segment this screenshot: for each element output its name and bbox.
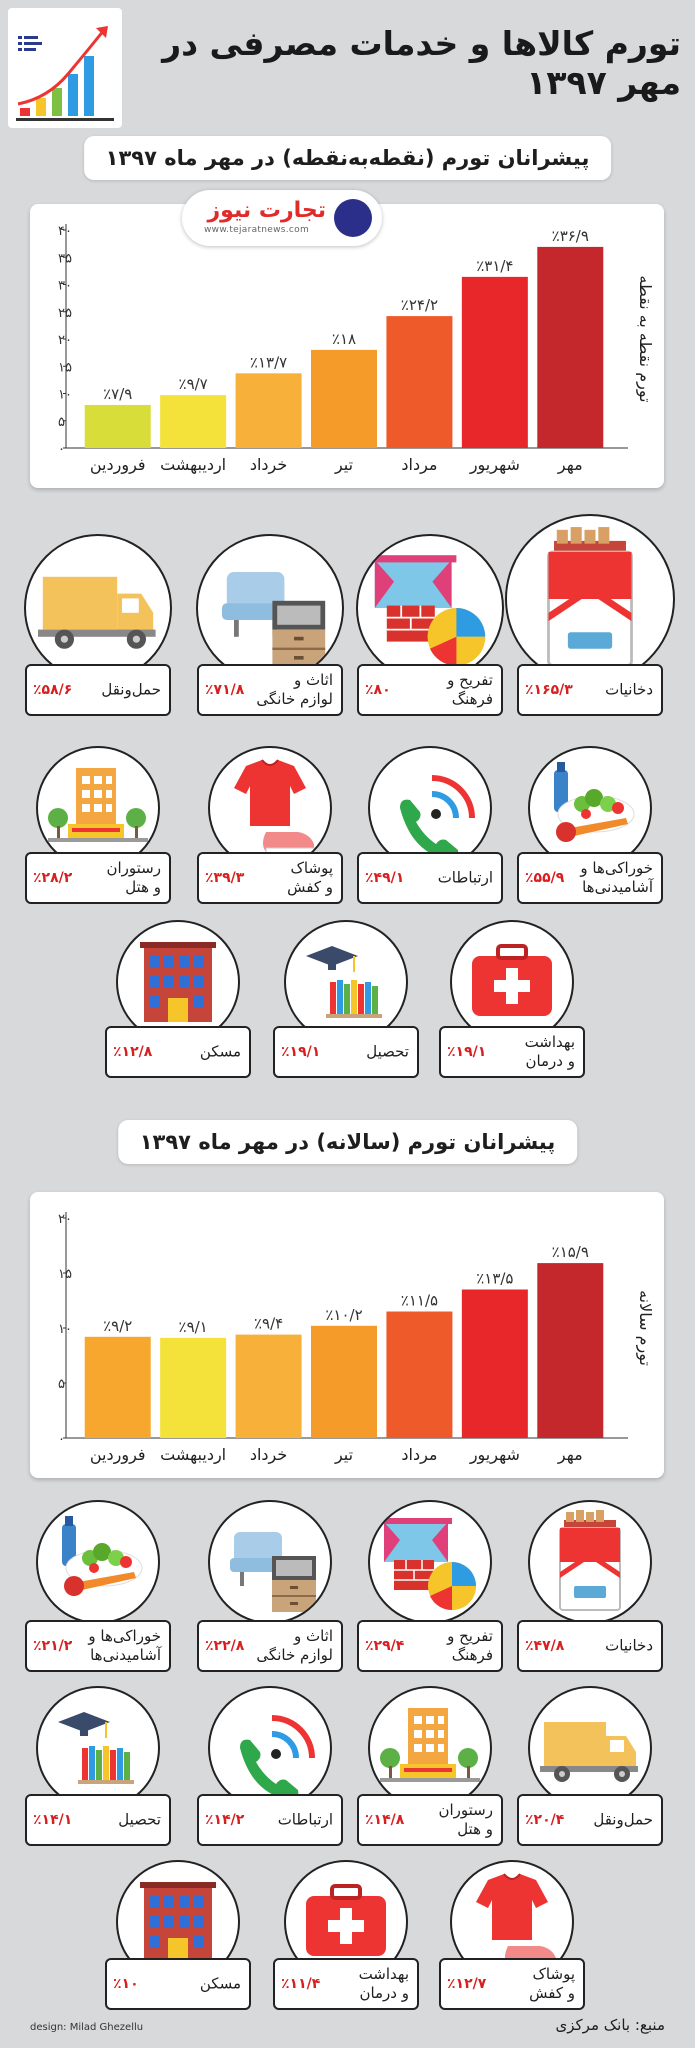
y-tick-label: ۱۰ [58,387,72,403]
category-label-box [25,1794,171,1846]
cigarette-icon [528,1500,652,1624]
y-tick-label: ۰ [58,1432,65,1447]
category-value: ٪۴۷/۸ [525,1638,565,1654]
category-label-box [357,852,503,904]
category-value: ٪۱۹/۱ [447,1044,487,1060]
entertainment-icon [368,1500,492,1624]
truck-icon [528,1686,652,1810]
bar [537,247,603,448]
category-value: ٪۲۹/۴ [365,1638,405,1654]
y-axis-label: تورم نقطه به نقطه [636,275,655,403]
category-label-box [105,1958,251,2010]
data-label: ٪۱۸ [331,329,357,348]
category-label-box [25,664,171,716]
chart-annual [30,1192,664,1478]
category-name: پوشاک و کفش [529,1965,575,2002]
y-tick-label: ۰ [58,442,65,457]
category-label-box [517,1620,663,1672]
category-label: خرداد [249,455,288,474]
section-title-annual: پیشرانان تورم (سالانه) در مهر ماه ۱۳۹۷ [118,1120,578,1164]
food-icon [36,1500,160,1624]
category-label-box [197,1794,343,1846]
header [0,0,695,128]
category-value: ٪۱۲/۷ [447,1976,487,1992]
category-label: فروردین [89,1445,146,1464]
data-label: ٪۹/۲ [103,1316,133,1335]
category-label: مهر [557,455,583,474]
chart-logo-icon [8,8,122,128]
cigarette-icon [505,514,675,684]
chart-svg [30,204,664,488]
category-label-box [517,852,663,904]
category-value: ٪۲۰/۴ [525,1812,565,1828]
category-label-box [357,1620,503,1672]
furniture-icon [208,1500,332,1624]
category-name: خوراکی‌ها و آشامیدنی‌ها [88,1627,161,1664]
category-label: شهریور [469,455,520,474]
truck-icon-graphic [26,536,170,680]
category-label-box [439,1026,585,1078]
category-label: شهریور [469,1445,520,1464]
category-name: ارتباطات [277,1810,333,1829]
category-label: تیر [334,455,354,474]
bar [386,316,452,448]
brand-badge [182,190,382,246]
chart-point-to-point [30,204,664,488]
category-label: تیر [334,1445,354,1464]
category-label-box [273,1026,419,1078]
bar [537,1263,603,1438]
clothing-icon-graphic [210,748,330,868]
hotel-icon-graphic [38,748,158,868]
data-label: ٪۱۰/۲ [325,1305,363,1324]
page-title: تورم کالاها و خدمات مصرفی در مهر ۱۳۹۷ [162,24,681,102]
category-value: ٪۸۰ [365,682,391,698]
category-value: ٪۱۶۵/۳ [525,682,573,698]
y-tick-label: ۱۵ [58,360,72,376]
entertainment-icon-graphic [370,1502,490,1622]
bar [311,350,377,448]
bar [236,373,302,448]
phone-icon-graphic [370,748,490,868]
food-icon-graphic [530,748,650,868]
y-tick-label: ۴۰ [58,224,72,239]
y-tick-label: ۲۰ [58,333,72,348]
brand-logo-icon [334,199,372,237]
furniture-icon-graphic [198,536,342,680]
bar [236,1335,302,1438]
data-label: ٪۹/۷ [178,375,208,394]
category-label-box [517,664,663,716]
category-name: رستوران و هتل [106,859,161,896]
category-label-box [439,1958,585,2010]
data-label: ٪۱۱/۵ [400,1291,439,1310]
y-tick-label: ۲۵ [58,305,72,321]
category-name: تحصیل [118,1810,161,1829]
source-note: منبع: بانک مرکزی [555,2016,665,2034]
category-name: رستوران و هتل [438,1801,493,1838]
category-name: مسکن [199,1974,241,1993]
category-value: ٪۱۴/۸ [365,1812,405,1828]
cigarette-icon-graphic [530,1502,650,1622]
bar [462,277,528,448]
bar [386,1312,452,1439]
category-name: تفریح و فرهنگ [447,671,493,708]
housing-icon-graphic [118,922,238,1042]
category-label: فروردین [89,455,146,474]
data-label: ٪۱۵/۹ [551,1243,589,1262]
category-name: اثاث و لوازم خانگی [256,671,333,708]
data-label: ٪۱۳/۵ [476,1269,514,1288]
category-name: حمل‌ونقل [593,1810,653,1829]
category-label: مرداد [401,455,438,474]
bar [160,1338,226,1438]
chart-svg [30,1192,664,1478]
category-label: اردیبهشت [160,1445,227,1464]
category-label-box [25,1620,171,1672]
category-name: بهداشت و درمان [524,1033,575,1070]
category-label: مرداد [401,1445,438,1464]
hotel-icon [368,1686,492,1810]
y-tick-label: ۲۰ [58,1212,72,1227]
category-name: پوشاک و کفش [287,859,333,896]
category-name: دخانیات [605,680,653,699]
category-label-box [25,852,171,904]
category-label: اردیبهشت [160,455,227,474]
data-label: ٪۹/۴ [253,1314,284,1333]
category-name: تفریح و فرهنگ [447,1627,493,1664]
medical-icon-graphic [452,922,572,1042]
category-label: خرداد [249,1445,288,1464]
bar [311,1326,377,1438]
design-credit: design: Milad Ghezellu [30,2022,144,2033]
y-tick-label: ۱۵ [58,1267,72,1282]
cigarette-icon-graphic [507,516,673,682]
food-icon-graphic [38,1502,158,1622]
furniture-icon [196,534,344,682]
category-value: ٪۲۲/۸ [205,1638,245,1654]
bar [85,405,151,448]
category-label-box [517,1794,663,1846]
hotel-icon-graphic [370,1688,490,1808]
data-label: ٪۱۳/۷ [249,353,288,372]
category-value: ٪۱۱/۴ [281,1976,321,1992]
y-tick-label: ۳۵ [58,251,72,267]
bar [160,395,226,448]
y-tick-label: ۵ [58,414,65,430]
data-label: ٪۲۴/۲ [400,296,439,315]
category-name: اثاث و لوازم خانگی [256,1627,333,1664]
category-name: خوراکی‌ها و آشامیدنی‌ها [580,859,653,896]
data-label: ٪۳۱/۴ [476,256,514,275]
education-icon-graphic [38,1688,158,1808]
entertainment-icon [356,534,504,682]
category-label-box [357,664,503,716]
y-tick-label: ۵ [58,1377,65,1392]
truck-icon-graphic [530,1688,650,1808]
y-tick-label: ۱۰ [58,1322,72,1337]
bar [85,1337,151,1438]
category-value: ٪۱۹/۱ [281,1044,321,1060]
bar [462,1290,528,1439]
category-value: ٪۵۸/۶ [33,682,73,698]
category-label-box [357,1794,503,1846]
category-name: بهداشت و درمان [358,1965,409,2002]
category-name: مسکن [199,1042,241,1061]
education-icon-graphic [286,922,406,1042]
phone-icon [208,1686,332,1810]
category-value: ٪۱۴/۱ [33,1812,73,1828]
category-label: مهر [557,1445,583,1464]
truck-icon [24,534,172,682]
category-name: ارتباطات [437,868,493,887]
brand-url: www.tejaratnews.com [204,225,310,235]
category-label-box [105,1026,251,1078]
category-label-box [197,1620,343,1672]
category-value: ٪۳۹/۳ [205,870,245,886]
category-name: تحصیل [366,1042,409,1061]
category-value: ٪۱۴/۲ [205,1812,245,1828]
category-label-box [197,664,343,716]
data-label: ٪۹/۱ [178,1317,208,1336]
category-name: دخانیات [605,1636,653,1655]
category-value: ٪۲۸/۲ [33,870,73,886]
furniture-icon-graphic [210,1502,330,1622]
category-name: حمل‌ونقل [101,680,161,699]
data-label: ٪۳۶/۹ [551,226,589,245]
education-icon [36,1686,160,1810]
y-tick-label: ۳۰ [58,278,72,294]
entertainment-icon-graphic [358,536,502,680]
data-label: ٪۷/۹ [103,384,133,403]
category-label-box [273,1958,419,2010]
category-label-box [197,852,343,904]
category-value: ٪۵۵/۹ [525,870,565,886]
phone-icon-graphic [210,1688,330,1808]
category-value: ٪۱۰ [113,1976,139,1992]
y-axis-label: تورم سالانه [636,1290,655,1366]
category-value: ٪۲۱/۲ [33,1638,73,1654]
category-value: ٪۱۲/۸ [113,1044,153,1060]
section-title-point: پیشرانان تورم (نقطه‌به‌نقطه) در مهر ماه ۱۳۹۷ [84,136,612,180]
category-value: ٪۴۹/۱ [365,870,405,886]
category-value: ٪۷۱/۸ [205,682,245,698]
brand-name: تجارت نیوز [207,198,326,223]
